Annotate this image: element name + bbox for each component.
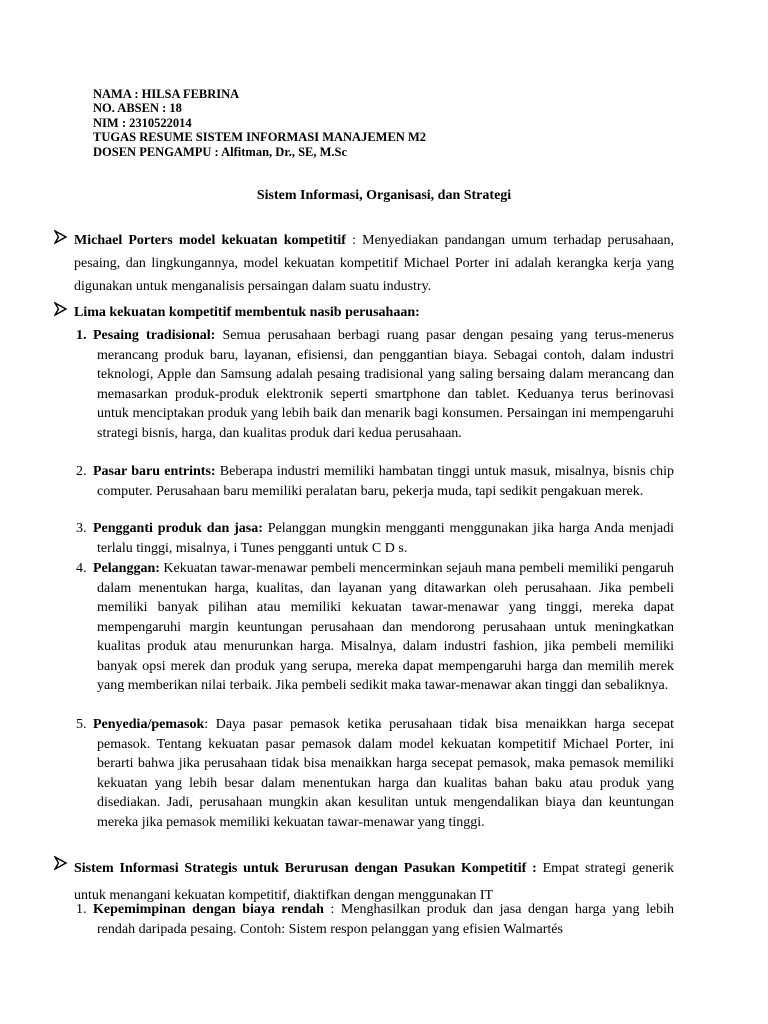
list-item-force-3 — [76, 519, 674, 558]
list-number: 2. — [76, 464, 87, 479]
list-item-text: : Menghasilkan produk dan jasa dengan harga yang lebih rendah daripada pesaing. Contoh: Sistem respon pelanggan yang efisien Walmartés — [97, 902, 674, 937]
list-number: 5. — [76, 717, 87, 732]
list-number: 4. — [76, 561, 87, 576]
list-item-heading: Kepemimpinan dengan biaya rendah — [93, 902, 324, 917]
arrow-bullet-icon — [54, 301, 68, 317]
list-item-heading: Penyedia/pemasok — [93, 717, 205, 732]
list-item-text: Kekuatan tawar-menawar pembeli mencerminkan sejauh mana pembeli memiliki pengaruh dalam menentukan harga, kualitas, dan layanan yang ditawarkan oleh perusahaan. Jika pembeli memiliki banyak pilihan atau memiliki kekuatan tawar-menawar yang tinggi, mereka dapat mempengaruhi margin keuntungan perusahaan dan mendorong perusahaan untuk meningkatkan kualitas produk atau menurunkan harga. Misalnya, dalam industri fashion, jika pembeli memiliki banyak opsi merek dan produk yang serupa, mereka dapat mempengaruhi harga dan memilih merek yang memberikan nilai terbaik. Jika pembeli sedikit maka tawar-menawar akan tinggi dan sebaliknya. — [97, 561, 674, 693]
list-number: 3. — [76, 521, 87, 536]
list-item-strategy-1 — [76, 900, 674, 939]
list-item-text: Beberapa industri memiliki hambatan tinggi untuk masuk, misalnya, bisnis chip computer. Perusahaan baru memiliki peralatan baru, pekerja muda, tapi sedikit pengakuan merek. — [97, 464, 675, 499]
list-item-force-2 — [76, 462, 674, 501]
list-item-force-1 — [76, 326, 674, 443]
bullet-five-forces — [54, 301, 674, 324]
student-info-header — [93, 87, 426, 159]
document-title: Sistem Informasi, Organisasi, dan Strategi — [256, 188, 512, 203]
list-item-text: Semua perusahaan berbagi ruang pasar dengan pesaing yang terus-menerus merancang produk baru, layanan, efisiensi, dan penggantian biaya. Sebagai contoh, dalam industri teknologi, Apple dan Samsung adalah pesaing tradisional yang saling bersaing dalam merancang dan memasarkan produk-produk elektronik seperti smartphone dan tablet. Keduanya terus berinovasi untuk menciptakan produk yang lebih baik dan menarik bagi konsumen. Persaingan ini mempengaruhi strategi bisnis, harga, dan kualitas produk dari kedua perusahaan. — [97, 328, 674, 441]
bullet-heading: Lima kekuatan kompetitif membentuk nasib perusahaan: — [74, 305, 420, 320]
list-item-heading: Pelanggan: — [93, 561, 160, 576]
list-item-heading: Pasar baru entrints: — [93, 464, 216, 479]
list-item-text: Pelanggan mungkin mengganti menggunakan jika harga Anda menjadi terlalu tinggi, misalnya, i Tunes pengganti untuk C D s. — [97, 521, 674, 556]
arrow-bullet-icon — [54, 855, 68, 871]
student-nim: NIM : 2310522014 — [93, 115, 192, 130]
list-number: 1. — [76, 902, 87, 917]
student-name: NAMA : HILSA FEBRINA — [93, 87, 240, 101]
bullet-text: : Menyediakan pandangan umum terhadap perusahaan, pesaing, dan lingkungannya, model kekuatan kompetitif Michael Porter ini adalah kerangka kerja yang digunakan untuk menganalisis persaingan dalam suatu industry. — [74, 233, 675, 294]
bullet-heading: Sistem Informasi Strategis untuk Berurusan dengan Pasukan Kompetitif : — [74, 861, 537, 876]
assignment-title: TUGAS RESUME SISTEM INFORMASI MANAJEMEN M2 — [93, 130, 427, 145]
lecturer: DOSEN PENGAMPU : Alfitman, Dr., SE, M.Sc — [93, 144, 348, 159]
list-item-text: : Daya pasar pemasok ketika perusahaan tidak bisa menaikkan harga secepat pemasok. Tentang kekuatan pasar pemasok dalam model kekuatan kompetitif Michael Porter, ini berarti bahwa jika perusahaan tidak bisa menaikkan harga secepat pemasok, maka pemasok memiliki kekuatan yang lebih besar dalam menentukan harga dan kualitas bahan baku atau produk yang disediakan. Jadi, perusahaan mungkin akan kesulitan untuk mengendalikan biaya dan keuntungan mereka jika pemasok memiliki kekuatan tawar-menawar yang tinggi. — [97, 717, 674, 830]
bullet-text: Empat strategi generik untuk menangani kekuatan kompetitif, diaktifkan dengan menggunakan IT — [74, 861, 674, 903]
list-number: 1. — [76, 328, 87, 343]
list-item-force-4 — [76, 559, 674, 696]
list-item-heading: Pesaing tradisional: — [93, 328, 216, 343]
list-item-heading: Pengganti produk dan jasa: — [93, 521, 263, 536]
bullet-porter-model — [54, 229, 674, 298]
list-item-force-5 — [76, 715, 674, 832]
student-absence-number: NO. ABSEN : 18 — [93, 101, 182, 116]
bullet-heading: Michael Porters model kekuatan kompetitif — [74, 233, 346, 248]
arrow-bullet-icon — [54, 229, 68, 245]
